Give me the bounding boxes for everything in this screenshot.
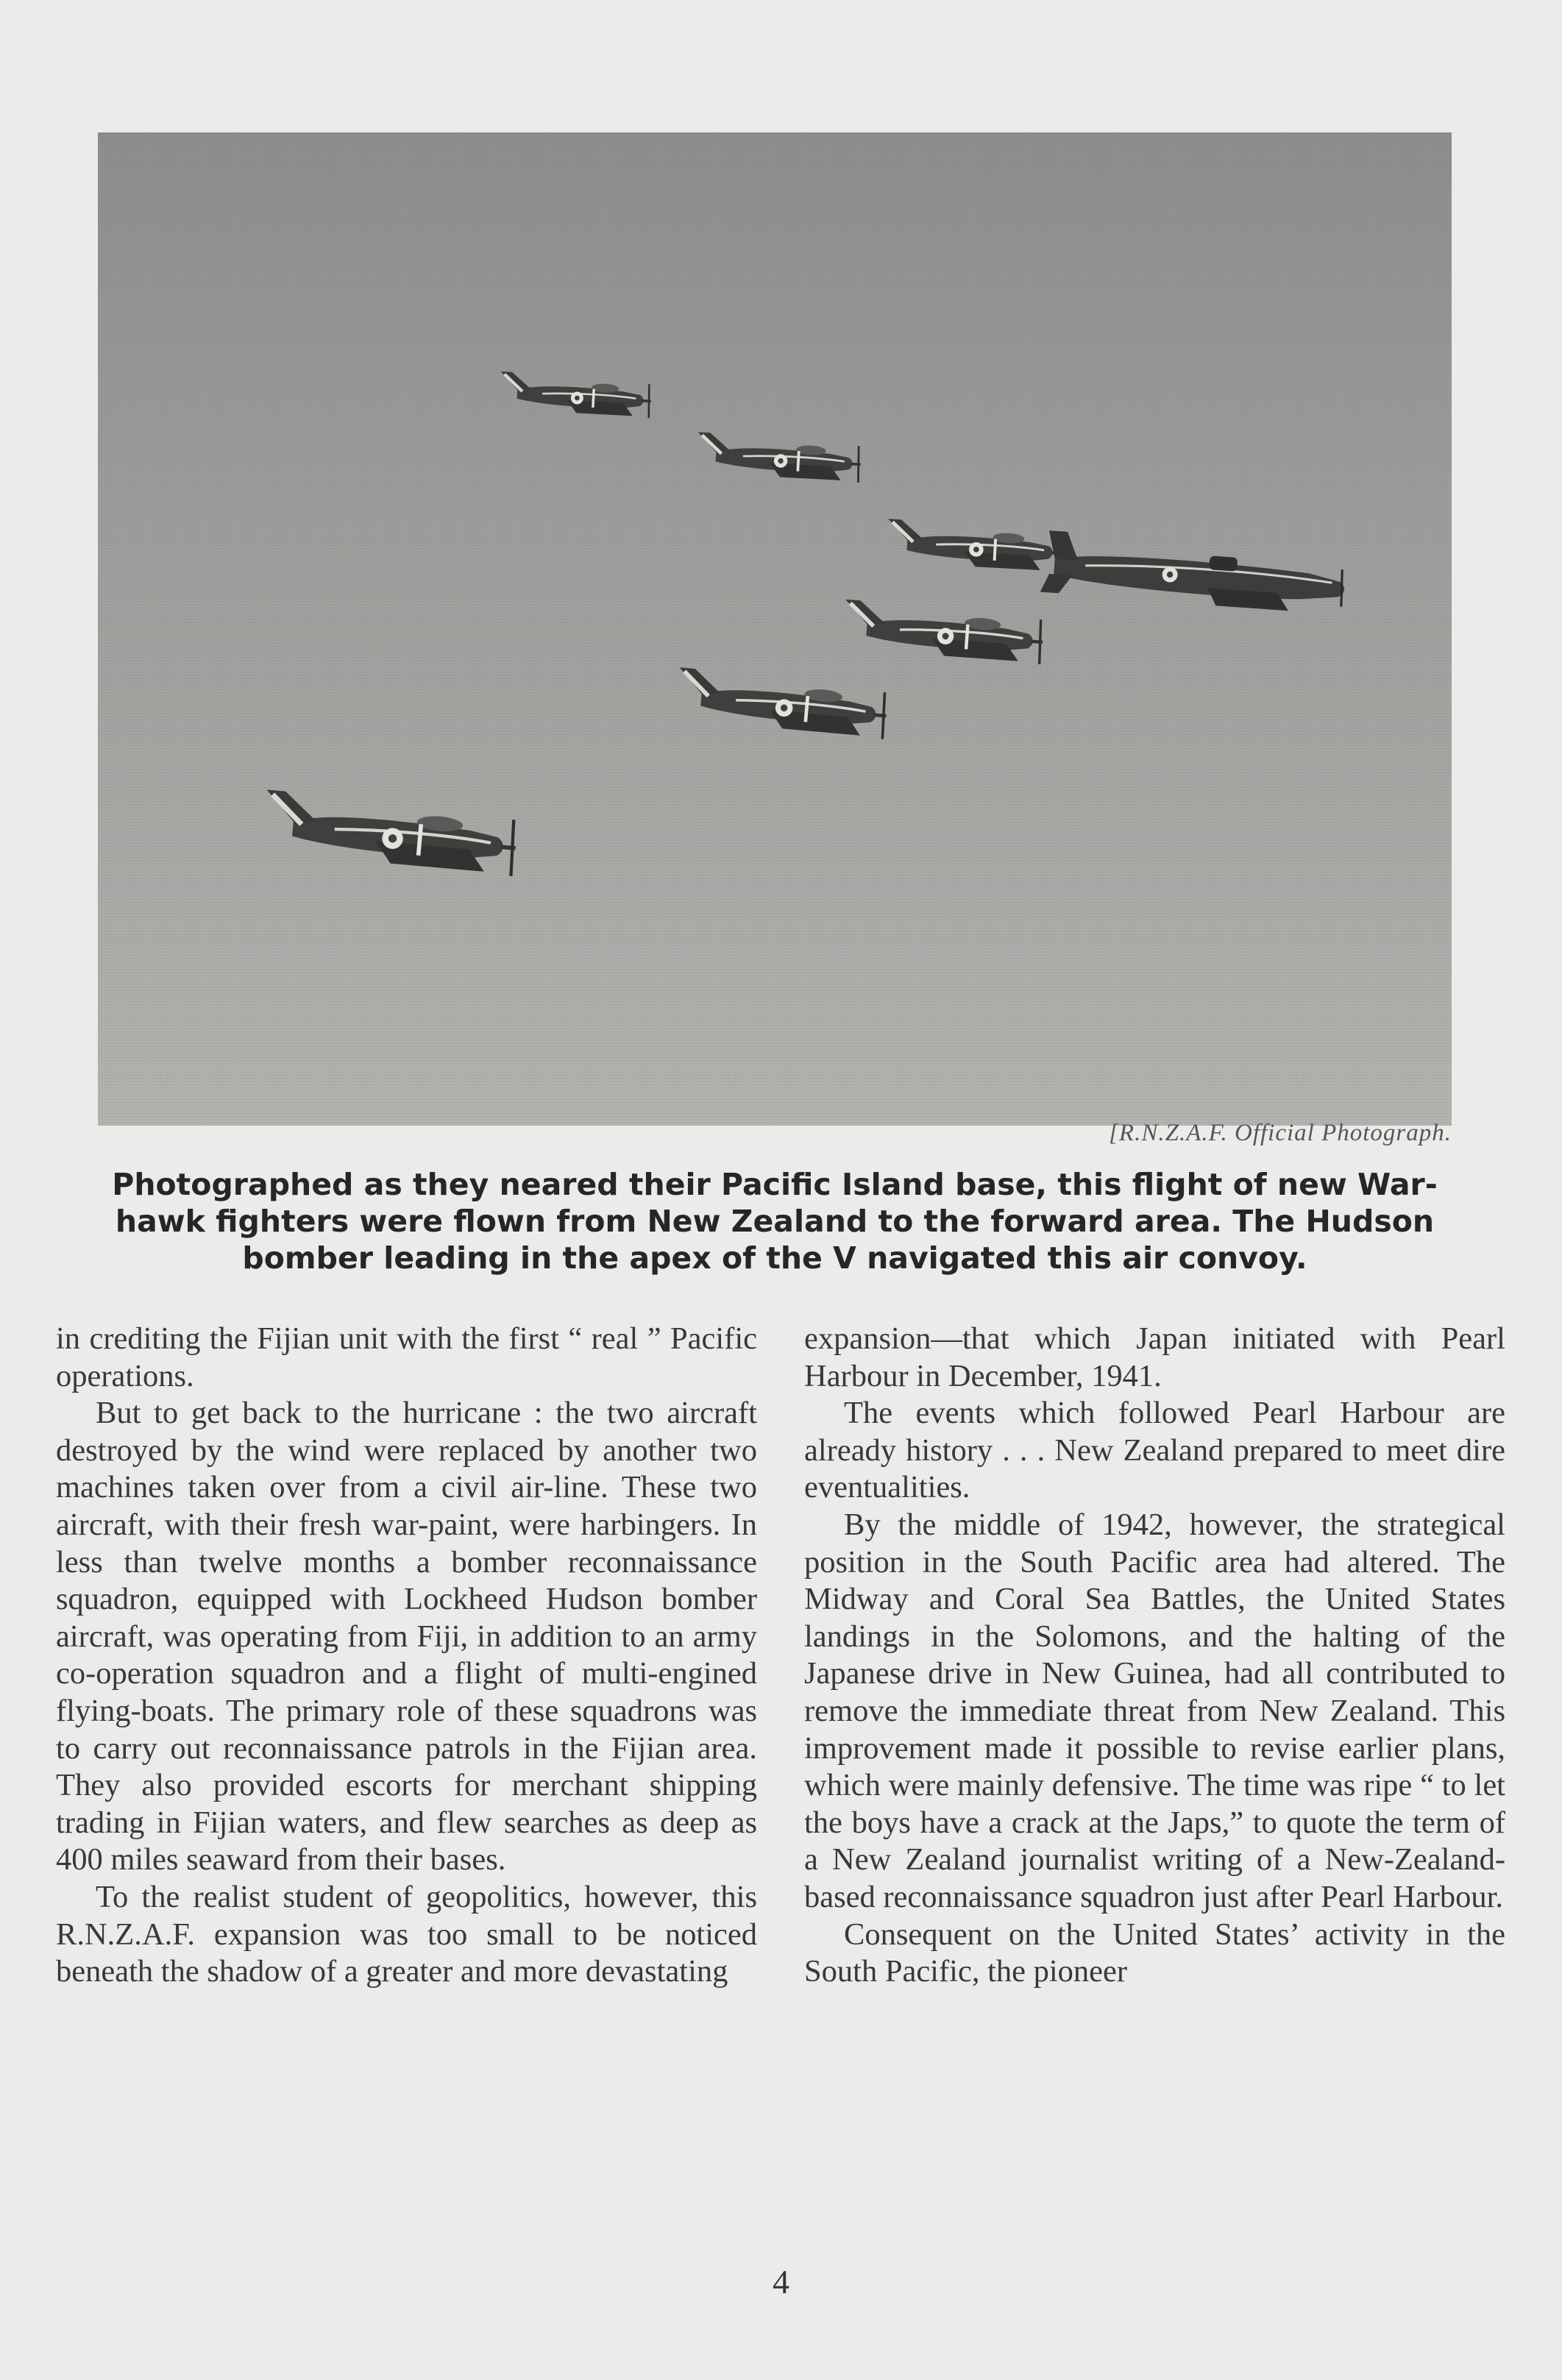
aircraft-formation-illustration [98,132,1452,1126]
paragraph: expansion—that which Japan initiated with Pearl Harbour in December, 1941. [804,1321,1505,1393]
photo-credit: [R.N.Z.A.F. Official Photograph. [1109,1120,1452,1146]
left-text-column [56,1321,757,1991]
paragraph: By the middle of 1942, however, the strategical position in the South Pacific area had altered. The Midway and Coral Sea Battles, the United States landings in the Solomons, and the halting of the Japanese drive in New Guinea, had all contributed to remove the immediate threat from New Zealand. This improvement made it possible to revise earlier plans, which were mainly defensive. The time was ripe “ to let the boys have a crack at the Japs,” to quote the term of a New Zealand journalist writing of a New-Zealand-based reconnaissance squadron just after Pearl Harbour. [804,1507,1505,1914]
paragraph: But to get back to the hurricane : the two aircraft destroyed by the wind were replaced by another two machines taken over from a civil air-line. These two aircraft, with their fresh war-paint, were harbingers. In less than twelve months a bomber reconnaissance squadron, equipped with Lockheed Hudson bomber aircraft, was operating from Fiji, in addition to an army co-operation squadron and a flight of multi-engined flying-boats. The primary role of these squadrons was to carry out reconnaissance patrols in the Fijian area. They also provided escorts for merchant shipping trading in Fijian waters, and flew searches as deep as 400 miles seaward from their bases. [56,1396,757,1878]
aircraft-formation-photo [98,132,1452,1126]
right-text-column [804,1321,1505,1991]
page-number: 4 [773,2263,789,2301]
paragraph: in crediting the Fijian unit with the first “ real ” Pacific operations. [56,1321,757,1393]
paragraph: Consequent on the United States’ activity in the South Pacific, the pioneer [804,1917,1505,1989]
paragraph: To the realist student of geopolitics, however, this R.N.Z.A.F. expansion was too small to be noticed beneath the shadow of a greater and more devastating [56,1879,757,1989]
paragraph: The events which followed Pearl Harbour are already history . . . New Zealand prepared to meet dire eventualities. [804,1396,1505,1505]
photo-caption: Photographed as they neared their Pacific Island base, this flight of new War-hawk fighters were flown from New Zealand to the forward area. The Hudson bomber leading in the apex of the V navigated this air convoy. [112,1167,1438,1276]
